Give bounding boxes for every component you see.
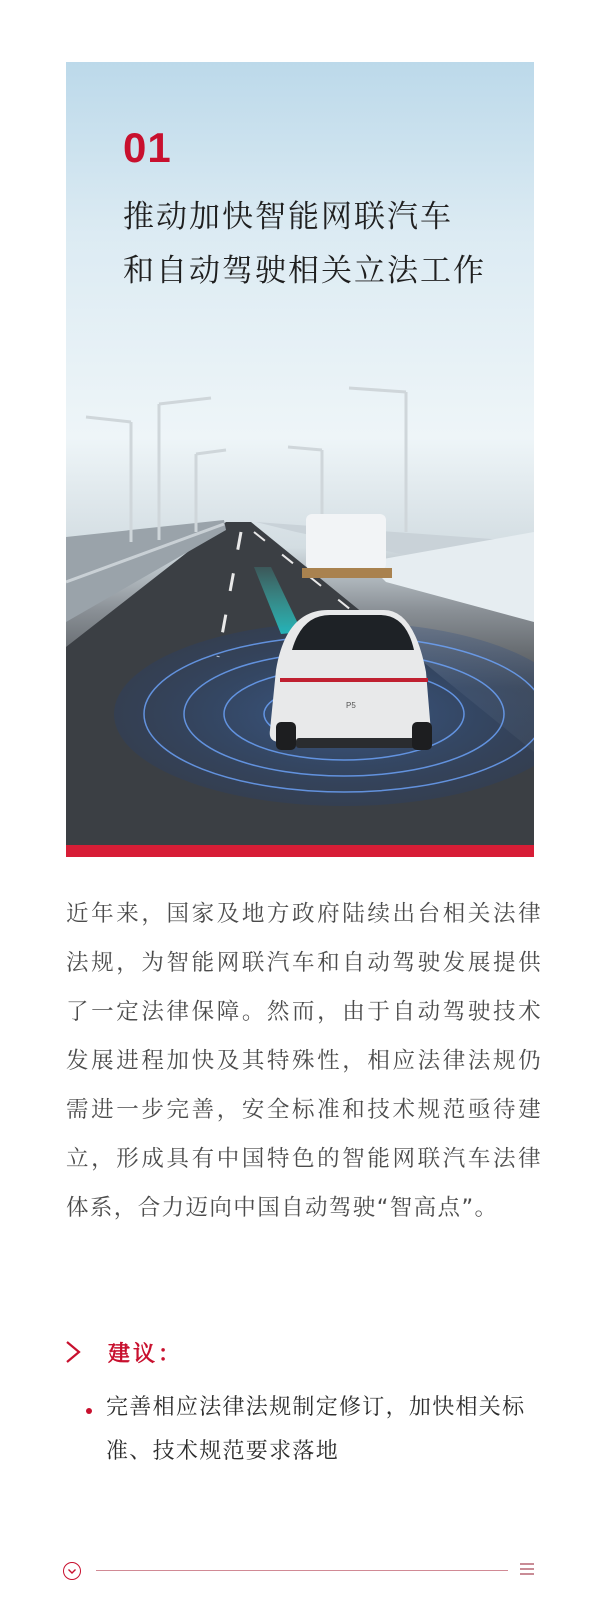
chevron-right-icon: [62, 1339, 84, 1365]
section-number: 01: [123, 124, 172, 171]
hero-illustration: [66, 62, 534, 845]
list-item: [86, 1386, 540, 1474]
car-plate: P5: [346, 701, 356, 710]
footer-divider: [96, 1570, 508, 1571]
suggestion-label: 建议：: [108, 1341, 184, 1367]
hero-accent-bar: [66, 845, 534, 857]
menu-lines-icon[interactable]: [520, 1563, 534, 1575]
bullet-dot: [86, 1408, 92, 1414]
hero-title-line-1: 推动加快智能网联汽车: [123, 199, 453, 235]
car-illustration: [270, 610, 432, 750]
list-item-text: 完善相应法律法规制定修订，加快相关标准、技术规范要求落地: [106, 1395, 526, 1464]
chevron-down-circle-icon[interactable]: [63, 1562, 81, 1580]
suggestion-heading: [62, 1334, 183, 1370]
hero-title-line-2: 和自动驾驶相关立法工作: [123, 253, 486, 289]
hero-title: [123, 190, 486, 298]
hero-banner: [66, 62, 534, 845]
body-paragraph: 近年来，国家及地方政府陆续出台相关法律法规，为智能网联汽车和自动驾驶发展提供了一定法律保障。然而，由于自动驾驶技术发展进程加快及其特殊性，相应法律法规仍需进一步完善，安全标准和技术规范亟待建立，形成具有中国特色的智能网联汽车法律体系，合力迈向中国自动驾驶“智高点”。: [66, 901, 542, 1221]
